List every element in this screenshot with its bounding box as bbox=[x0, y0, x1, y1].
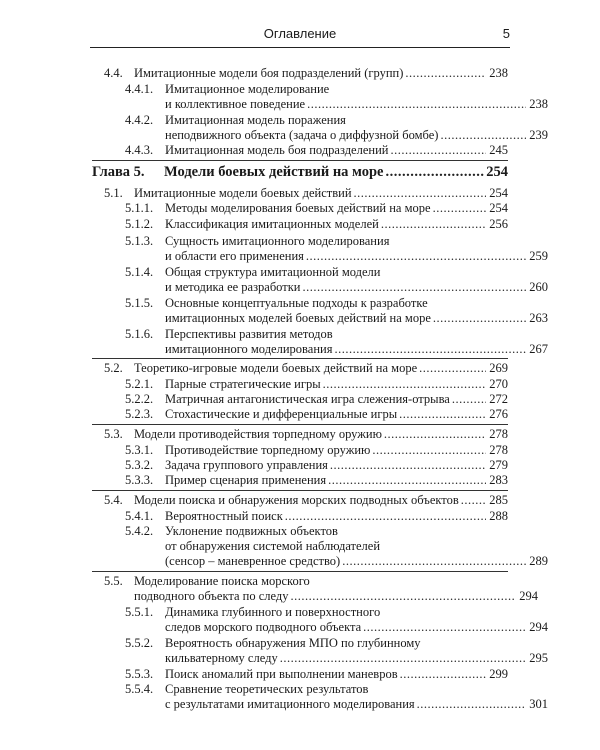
toc-leader bbox=[334, 342, 526, 357]
toc-title-line-1: Моделирование поиска морского bbox=[134, 574, 310, 588]
toc-title: Методы моделирования боевых действий на море bbox=[165, 201, 431, 215]
toc-leader bbox=[419, 361, 486, 376]
toc-page: 289 bbox=[529, 554, 548, 568]
toc-page: 278 bbox=[489, 443, 508, 457]
toc-leader bbox=[285, 509, 486, 524]
toc-page: 283 bbox=[489, 473, 508, 487]
toc-number: 5.4.2. bbox=[125, 524, 154, 538]
toc-page: 267 bbox=[529, 342, 548, 356]
toc-leader bbox=[433, 201, 486, 216]
toc-leader bbox=[354, 186, 486, 201]
toc-leader bbox=[372, 443, 486, 458]
toc-title: Имитационная модель боя подразделений bbox=[165, 143, 389, 157]
toc-page: 276 bbox=[489, 407, 508, 421]
toc-number: 5.3. bbox=[104, 427, 123, 441]
toc-chapter-5[interactable] bbox=[92, 163, 508, 181]
toc-title: Стохастические и дифференциальные игры bbox=[165, 407, 398, 421]
toc-entry-5-5-1[interactable] bbox=[125, 605, 548, 635]
toc-title-line-2: и методика ее разработки bbox=[165, 280, 301, 294]
running-header-title: Оглавление bbox=[263, 26, 337, 41]
toc-title-line-2: и коллективное поведение bbox=[165, 97, 306, 111]
toc-page: 260 bbox=[529, 280, 548, 294]
toc-number: 5.5. bbox=[104, 574, 123, 588]
toc-page: 245 bbox=[489, 143, 508, 157]
toc-page: 239 bbox=[529, 128, 548, 142]
toc-entry-5-4-1[interactable] bbox=[125, 509, 508, 524]
toc-entry-5-5[interactable] bbox=[104, 574, 538, 604]
toc-leader bbox=[390, 143, 486, 158]
toc-entry-5-1-5[interactable] bbox=[125, 296, 548, 326]
toc-number: 5.5.1. bbox=[125, 605, 154, 619]
toc-number: 5.4.1. bbox=[125, 509, 154, 523]
toc-page: 256 bbox=[489, 217, 508, 231]
toc-title: Пример сценария применения bbox=[165, 473, 327, 487]
toc-leader bbox=[405, 66, 486, 81]
toc-number: 5.5.2. bbox=[125, 636, 154, 650]
toc-leader bbox=[328, 473, 486, 488]
toc-number: 5.1.4. bbox=[125, 265, 154, 279]
toc-title-line-2: подводного объекта по следу bbox=[134, 589, 289, 603]
toc-number: 5.2.2. bbox=[125, 392, 154, 406]
chapter-label: Глава 5. bbox=[92, 164, 145, 180]
toc-page: 278 bbox=[489, 427, 508, 441]
toc-page: 279 bbox=[489, 458, 508, 472]
toc-leader bbox=[381, 217, 486, 232]
toc-leader bbox=[303, 280, 527, 295]
toc-page: 272 bbox=[489, 392, 508, 406]
section-divider bbox=[92, 571, 508, 572]
toc-page: 254 bbox=[489, 186, 508, 200]
toc-entry-5-1-4[interactable] bbox=[125, 265, 548, 295]
toc-entry-5-3-3[interactable] bbox=[125, 473, 508, 488]
toc-entry-5-5-4[interactable] bbox=[125, 682, 548, 712]
toc-title: Имитационные модели боевых действий bbox=[134, 186, 352, 200]
toc-page: 295 bbox=[529, 651, 548, 665]
toc-entry-4-4-1[interactable] bbox=[125, 82, 548, 112]
section-divider bbox=[92, 160, 508, 161]
running-header bbox=[90, 26, 510, 46]
toc-entry-5-3-1[interactable] bbox=[125, 443, 508, 458]
toc-title-line-1: Динамика глубинного и поверхностного bbox=[165, 605, 381, 619]
toc-entry-5-4-2[interactable] bbox=[125, 524, 548, 569]
toc-page: 294 bbox=[529, 620, 548, 634]
toc-title: Матричная антагонистическая игра слежения-отрыва bbox=[165, 392, 450, 406]
toc-title-line-1: Сравнение теоретических результатов bbox=[165, 682, 369, 696]
page-number: 5 bbox=[502, 26, 510, 41]
toc-title-line-1: Вероятность обнаружения МПО по глубинному bbox=[165, 636, 421, 650]
toc-page: 259 bbox=[529, 249, 548, 263]
toc-number: 5.2.1. bbox=[125, 377, 154, 391]
toc-number: 5.5.3. bbox=[125, 667, 154, 681]
toc-page: 254 bbox=[486, 164, 508, 180]
toc-title-line-2: с результатами имитационного моделирования bbox=[165, 697, 415, 711]
toc-title-line-2: от обнаружения системой наблюдателей bbox=[165, 539, 381, 553]
toc-number: 5.1.1. bbox=[125, 201, 154, 215]
toc-entry-5-1-1[interactable] bbox=[125, 201, 508, 216]
toc-page: 301 bbox=[529, 697, 548, 711]
toc-leader bbox=[342, 554, 526, 569]
toc-leader bbox=[400, 667, 486, 682]
toc-page: 270 bbox=[489, 377, 508, 391]
toc-title: Модели поиска и обнаружения морских подводных объектов bbox=[134, 493, 459, 507]
toc-title-line-1: Перспективы развития методов bbox=[165, 327, 333, 341]
toc-leader bbox=[307, 97, 526, 112]
toc-entry-5-1-2[interactable] bbox=[125, 217, 508, 232]
toc-number: 4.4. bbox=[104, 66, 123, 80]
header-rule bbox=[90, 47, 510, 48]
toc-title: Противодействие торпедному оружию bbox=[165, 443, 371, 457]
toc-leader bbox=[384, 427, 486, 442]
toc-entry-4-4-3[interactable] bbox=[125, 143, 508, 158]
toc-leader bbox=[363, 620, 526, 635]
toc-title: Модели противодействия торпедному оружию bbox=[134, 427, 382, 441]
toc-page: 238 bbox=[529, 97, 548, 111]
toc-number: 5.3.3. bbox=[125, 473, 154, 487]
toc-title-line-1: Сущность имитационного моделирования bbox=[165, 234, 390, 248]
toc-page: 254 bbox=[489, 201, 508, 215]
toc-leader bbox=[433, 311, 526, 326]
toc-title: Классификация имитационных моделей bbox=[165, 217, 379, 231]
toc-title-line-1: Имитационное моделирование bbox=[165, 82, 330, 96]
toc-leader bbox=[399, 407, 486, 422]
toc-title-line-3: (сенсор – маневренное средство) bbox=[165, 554, 341, 568]
section-divider bbox=[92, 358, 508, 359]
section-divider bbox=[92, 490, 508, 491]
toc-title-line-2: имитационного моделирования bbox=[165, 342, 333, 356]
toc-page: 294 bbox=[519, 589, 538, 603]
toc-page: 285 bbox=[489, 493, 508, 507]
toc-entry-5-2-2[interactable] bbox=[125, 392, 508, 407]
toc-title: Имитационные модели боя подразделений (групп) bbox=[134, 66, 404, 80]
toc-leader bbox=[461, 493, 486, 508]
toc-number: 5.3.1. bbox=[125, 443, 154, 457]
toc-leader bbox=[306, 249, 526, 264]
toc-title-line-2: и области его применения bbox=[165, 249, 304, 263]
toc-title: Парные стратегические игры bbox=[165, 377, 321, 391]
toc-title: Задача группового управления bbox=[165, 458, 328, 472]
toc-title: Вероятностный поиск bbox=[165, 509, 283, 523]
toc-entry-5-3-2[interactable] bbox=[125, 458, 508, 473]
toc-entry-4-4-2[interactable] bbox=[125, 113, 548, 143]
toc-page: 263 bbox=[529, 311, 548, 325]
toc-leader bbox=[323, 377, 486, 392]
toc-title: Теоретико-игровые модели боевых действий на море bbox=[134, 361, 418, 375]
toc-entry-5-2[interactable] bbox=[104, 361, 508, 376]
toc-title-line-1: Имитационная модель поражения bbox=[165, 113, 346, 127]
toc-number: 5.1.5. bbox=[125, 296, 154, 310]
toc-number: 5.2.3. bbox=[125, 407, 154, 421]
toc-page: 299 bbox=[489, 667, 508, 681]
toc-entry-4-4[interactable] bbox=[104, 66, 508, 81]
toc-page: 288 bbox=[489, 509, 508, 523]
toc-number: 5.3.2. bbox=[125, 458, 154, 472]
toc-number: 5.1.3. bbox=[125, 234, 154, 248]
toc-number: 5.5.4. bbox=[125, 682, 154, 696]
toc-number: 5.2. bbox=[104, 361, 123, 375]
toc-title: Поиск аномалий при выполнении маневров bbox=[165, 667, 398, 681]
toc-number: 5.4. bbox=[104, 493, 123, 507]
section-divider bbox=[92, 424, 508, 425]
toc-leader bbox=[440, 128, 526, 143]
toc-title-line-2: имитационных моделей боевых действий на море bbox=[165, 311, 431, 325]
toc-title-line-1: Общая структура имитационной модели bbox=[165, 265, 381, 279]
toc-entry-5-3[interactable] bbox=[104, 427, 508, 442]
toc-title-line-1: Основные концептуальные подходы к разработке bbox=[165, 296, 428, 310]
toc-number: 4.4.3. bbox=[125, 143, 154, 157]
toc-number: 4.4.1. bbox=[125, 82, 154, 96]
toc-entry-5-4[interactable] bbox=[104, 493, 508, 508]
toc-leader bbox=[452, 392, 486, 407]
toc-leader bbox=[417, 697, 526, 712]
toc-number: 5.1. bbox=[104, 186, 123, 200]
toc-leader bbox=[330, 458, 486, 473]
toc-entry-5-2-1[interactable] bbox=[125, 377, 508, 392]
toc-title-line-2: кильватерному следу bbox=[165, 651, 278, 665]
toc-entry-5-5-2[interactable] bbox=[125, 636, 548, 666]
toc-entry-5-1-6[interactable] bbox=[125, 327, 548, 357]
toc-number: 5.1.6. bbox=[125, 327, 154, 341]
toc-entry-5-1-3[interactable] bbox=[125, 234, 548, 264]
toc-title-line-2: неподвижного объекта (задача о диффузной бомбе) bbox=[165, 128, 439, 142]
toc-leader bbox=[280, 651, 526, 666]
toc-title-line-2: следов морского подводного объекта bbox=[165, 620, 362, 634]
chapter-title: Модели боевых действий на море bbox=[164, 164, 384, 180]
toc-entry-5-2-3[interactable] bbox=[125, 407, 508, 422]
toc-number: 5.1.2. bbox=[125, 217, 154, 231]
toc-page: 238 bbox=[489, 66, 508, 80]
toc-leader bbox=[291, 589, 517, 604]
toc-entry-5-5-3[interactable] bbox=[125, 667, 508, 682]
toc-entry-5-1[interactable] bbox=[104, 186, 508, 201]
toc-title-line-1: Уклонение подвижных объектов bbox=[165, 524, 338, 538]
toc-number: 4.4.2. bbox=[125, 113, 154, 127]
toc-leader bbox=[386, 163, 485, 181]
toc-page: 269 bbox=[489, 361, 508, 375]
